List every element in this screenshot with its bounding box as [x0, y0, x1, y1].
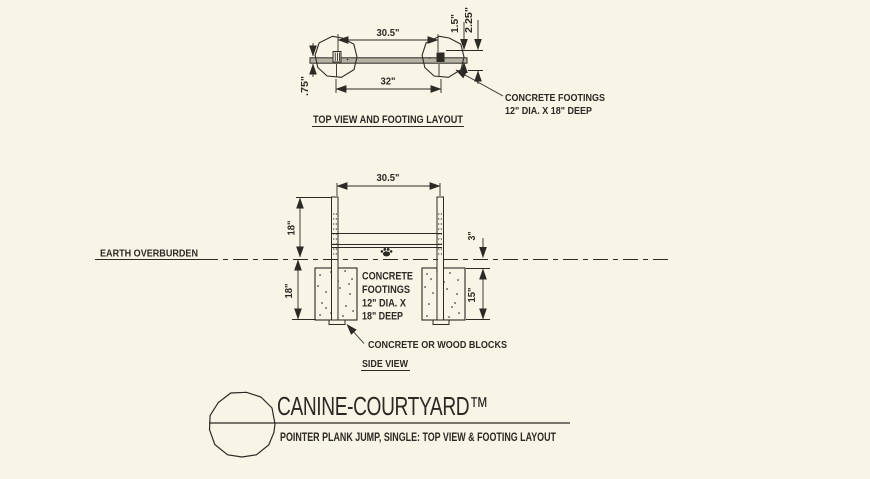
drawing-subtitle: POINTER PLANK JUMP, SINGLE: TOP VIEW & FOOTING LAYOUT	[280, 432, 556, 444]
side-view	[95, 173, 668, 371]
dim-label: 1.5"	[450, 14, 461, 33]
dim-plank-clearance	[467, 231, 483, 257]
brand-title: CANINE-COURTYARD™	[277, 391, 488, 421]
dim-label: .75"	[300, 77, 311, 96]
left-post-plan	[333, 52, 341, 63]
dim-top-span-outer	[336, 77, 441, 90]
dim-label: 15"	[467, 286, 478, 303]
footing-note	[362, 271, 413, 323]
dim-label: 18"	[284, 282, 295, 299]
dim-label: 30.5"	[376, 173, 400, 184]
right-base-block	[433, 320, 449, 325]
title-block	[209, 391, 570, 457]
paw-print-icon	[381, 248, 393, 256]
right-post-plan	[437, 53, 445, 63]
dim-plank-thickness	[300, 43, 313, 96]
earth-overburden	[95, 248, 668, 260]
side-view-heading: SIDE VIEW	[362, 358, 409, 370]
left-base-block	[329, 320, 345, 325]
base-note-callout	[347, 325, 507, 352]
top-view-heading: TOP VIEW AND FOOTING LAYOUT	[313, 114, 464, 126]
dim-footing-depth	[284, 260, 316, 320]
callout-text: 12" DIA. X 18" DEEP	[505, 105, 592, 117]
callout-text: CONCRETE OR WOOD BLOCKS	[368, 339, 507, 351]
dim-post-above-ground	[287, 198, 333, 258]
dim-footing-height	[466, 269, 490, 320]
dim-label: 32"	[380, 76, 396, 88]
dim-label: 2.25"	[464, 8, 475, 33]
leader-line	[456, 70, 503, 96]
dim-top-span-inner	[338, 28, 438, 40]
plank-side-view	[332, 234, 442, 248]
dim-label: 3"	[467, 230, 478, 241]
dim-label: 30.5"	[376, 28, 400, 39]
note-line: 12" DIA. X	[362, 297, 407, 310]
dim-side-span	[337, 173, 440, 196]
note-line: CONCRETE	[362, 270, 413, 283]
note-line: 18" DEEP	[362, 310, 403, 323]
leader-line	[347, 325, 364, 344]
dim-offsets	[446, 7, 483, 84]
callout-text: CONCRETE FOOTINGS	[505, 92, 605, 104]
dim-label: 18"	[286, 219, 298, 236]
earth-label: EARTH OVERBURDEN	[100, 247, 198, 260]
top-view	[300, 7, 605, 127]
logo-circle	[210, 392, 276, 457]
note-line: FOOTINGS	[362, 284, 410, 296]
